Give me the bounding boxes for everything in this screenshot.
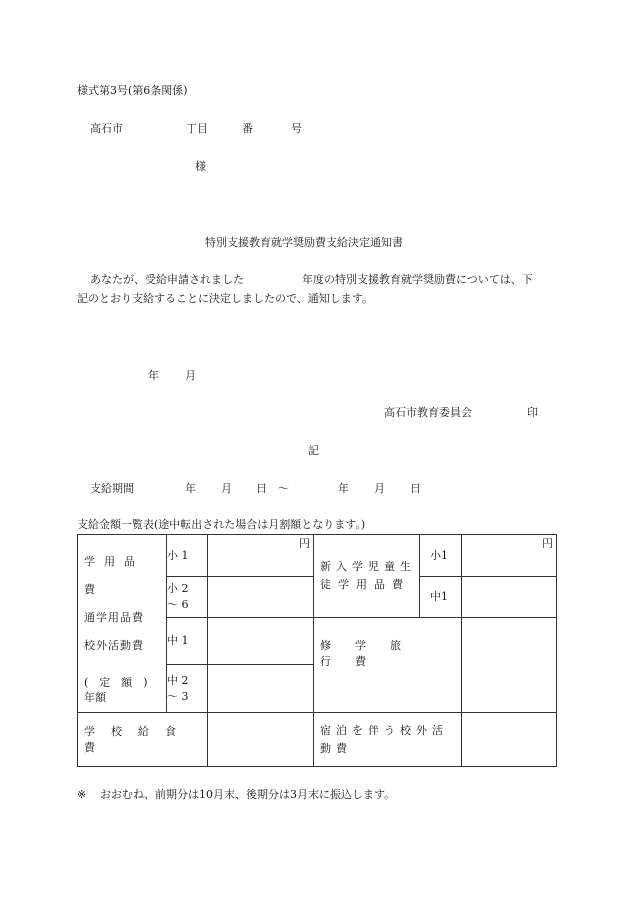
- new-student-line2: 徒学用品費: [320, 578, 410, 591]
- label-gakuyo: 学用品費: [84, 555, 144, 596]
- ns-grade-sho1: 小1: [420, 535, 462, 577]
- lunch-amount: [208, 713, 314, 767]
- note-text: おおむね、前期分は10月末、後期分は3月末に振込します。: [100, 788, 396, 801]
- new-student-label: [314, 535, 420, 618]
- label-kogai: 校外活動費: [84, 639, 144, 652]
- period-month: 月: [221, 482, 232, 495]
- note-mark: ※: [77, 788, 87, 801]
- grade-sho2: 小 2: [167, 582, 189, 595]
- table-caption: 支給金額一覧表(途中転出された場合は月割額となります。): [77, 518, 366, 531]
- period-tilde: ～: [278, 482, 289, 495]
- yen-mark: 円: [299, 537, 310, 550]
- body-line2: 記のとおり支給することに決定しましたので、通知します。: [77, 292, 373, 305]
- body-line1-a: あなたが、受給申請されました: [90, 273, 244, 286]
- amount-sho2-6: [208, 577, 314, 618]
- address-city: 高石市: [90, 122, 123, 135]
- ns-grade-chu1: 中1: [420, 577, 462, 618]
- payment-table: [77, 534, 557, 767]
- grade-sho1: 小 1: [167, 535, 208, 577]
- amount-chu1: [208, 618, 314, 665]
- overnight-label: [314, 713, 462, 767]
- address-ban: 番: [242, 122, 253, 135]
- amount-chu2-3: [208, 665, 314, 713]
- form-number: 様式第3号(第6条関係): [77, 84, 188, 97]
- lunch-label: [78, 713, 208, 767]
- date-year: 年: [148, 369, 159, 382]
- school-trip-text: 修学旅行費: [320, 639, 425, 668]
- period-label: 支給期間: [90, 482, 134, 495]
- overnight-line1: 宿泊を伴う校外活: [320, 723, 448, 737]
- issuer-seal: 印: [527, 406, 538, 419]
- grade-chu1: 中 1: [167, 618, 208, 665]
- ns-amount-sho1: [462, 535, 557, 577]
- address-chome: 丁目: [186, 122, 208, 135]
- school-trip-label: [314, 618, 462, 713]
- body-line1-b: 年度の特別支援教育就学奨励費については、下: [302, 273, 533, 286]
- grade-sho6: ～ 6: [167, 598, 189, 611]
- amount-sho1: [208, 535, 314, 577]
- overnight-line2: 動費: [320, 741, 352, 755]
- new-student-line1: 新入学児童生: [320, 560, 416, 573]
- document-title: 特別支援教育就学奨励費支給決定通知書: [205, 236, 403, 249]
- date-month: 月: [185, 369, 196, 382]
- period-day: 日: [256, 482, 267, 495]
- school-trip-amount: [462, 618, 557, 713]
- overnight-amount: [462, 713, 557, 767]
- address-go: 号: [291, 122, 302, 135]
- grade-chu2: 中 2: [167, 673, 189, 687]
- honorific: 様: [195, 160, 206, 173]
- grade-chu3: ～ 3: [167, 689, 189, 703]
- ki-heading: 記: [308, 444, 319, 457]
- period-day2: 日: [410, 482, 421, 495]
- grade-chu2-3: [167, 665, 208, 713]
- ns-amount-chu1: [462, 577, 557, 618]
- label-nengaku: 年額: [84, 691, 106, 704]
- lunch-text: 学校給食費: [84, 724, 192, 754]
- left-labels-cell: [78, 535, 167, 713]
- label-tsugaku: 通学用品費: [84, 611, 144, 624]
- label-teigaku: (定額): [84, 676, 159, 689]
- period-month2: 月: [374, 482, 385, 495]
- period-year2: 年: [338, 482, 349, 495]
- grade-sho2-6: [167, 577, 208, 618]
- period-year: 年: [185, 482, 196, 495]
- yen-mark: 円: [542, 537, 553, 550]
- issuer-name: 高石市教育委員会: [384, 406, 472, 419]
